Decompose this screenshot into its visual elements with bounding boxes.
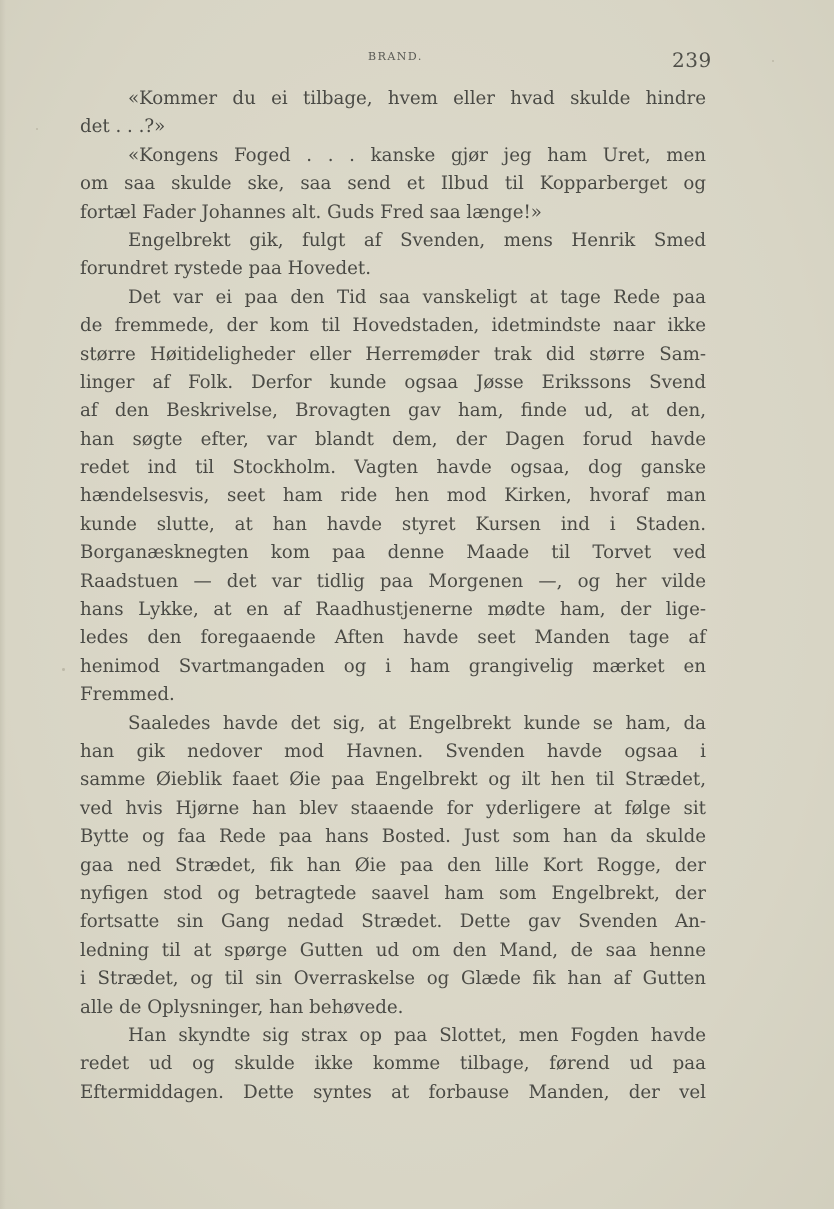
text-line: redet ind til Stockholm. Vagten havde ogsaa, dog ganske [80, 457, 706, 479]
text-line: ledes den foregaaende Aften havde seet Manden tage af [80, 627, 706, 649]
text-line: Det var ei paa den Tid saa vanskeligt at tage Rede paa [128, 286, 706, 308]
text-line: han gik nedover mod Havnen. Svenden havde ogsaa i [80, 740, 706, 762]
page-edge-shadow [0, 0, 6, 1209]
text-line: «Kongens Foged . . . kanske gjør jeg ham Uret, men [128, 144, 706, 166]
text-line: større Høitideligheder eller Herremøder trak did større Sam- [80, 343, 706, 365]
text-line: linger af Folk. Derfor kunde ogsaa Jøsse Erikssons Svend [80, 371, 706, 393]
text-line: Fremmed. [80, 684, 175, 706]
text-line: ved hvis Hjørne han blev staaende for yderligere at følge sit [80, 797, 706, 819]
running-head [0, 48, 834, 70]
text-line: kunde slutte, at han havde styret Kursen ind i Staden. [80, 513, 706, 535]
paper-speck [62, 668, 65, 671]
page-number: 239 [672, 48, 712, 72]
text-line: Borganæsknegten kom paa denne Maade til Torvet ved [80, 542, 706, 564]
text-line: hændelsesvis, seet ham ride hen mod Kirken, hvoraf man [80, 485, 706, 507]
text-line: i Strædet, og til sin Overraskelse og Glæde fik han af Gutten [80, 968, 706, 990]
body-text [80, 85, 706, 1107]
paper-speck [772, 60, 774, 62]
text-line: gaa ned Strædet, fik han Øie paa den lille Kort Rogge, der [80, 854, 706, 876]
text-line: nyfigen stod og betragtede saavel ham som Engelbrekt, der [80, 882, 706, 904]
paper-speck [36, 128, 38, 130]
text-line: Saaledes havde det sig, at Engelbrekt kunde se ham, da [128, 712, 706, 734]
text-line: henimod Svartmangaden og i ham grangivelig mærket en [80, 655, 706, 677]
text-line: Engelbrekt gik, fulgt af Svenden, mens Henrik Smed [128, 229, 706, 251]
text-line: redet ud og skulde ikke komme tilbage, førend ud paa [80, 1053, 706, 1075]
text-line: alle de Oplysninger, han behøvede. [80, 996, 404, 1018]
text-line: om saa skulde ske, saa send et Ilbud til Kopparberget og [80, 173, 706, 195]
text-line: af den Beskrivelse, Brovagten gav ham, finde ud, at den, [80, 400, 706, 422]
text-line: Raadstuen — det var tidlig paa Morgenen —, og her vilde [80, 570, 706, 592]
text-line: forundret rystede paa Hovedet. [80, 258, 372, 280]
text-line: Eftermiddagen. Dette syntes at forbause Manden, der vel [80, 1081, 706, 1103]
text-line: Han skyndte sig strax op paa Slottet, men Fogden havde [128, 1024, 706, 1046]
text-line: han søgte efter, var blandt dem, der Dagen forud havde [80, 428, 706, 450]
text-line: fortsatte sin Gang nedad Strædet. Dette gav Svenden An- [80, 911, 706, 933]
text-line: samme Øieblik faaet Øie paa Engelbrekt og ilt hen til Strædet, [80, 769, 706, 791]
text-line: ledning til at spørge Gutten ud om den Mand, de saa henne [80, 939, 706, 961]
running-head-title: BRAND. [368, 50, 423, 63]
text-line: Bytte og faa Rede paa hans Bosted. Just som han da skulde [80, 826, 706, 848]
text-line: det . . .?» [80, 116, 166, 138]
text-line: de fremmede, der kom til Hovedstaden, idetmindste naar ikke [80, 315, 706, 337]
text-line: «Kommer du ei tilbage, hvem eller hvad skulde hindre [128, 88, 706, 109]
text-line: fortæl Fader Johannes alt. Guds Fred saa længe!» [80, 201, 542, 223]
text-line: hans Lykke, at en af Raadhustjenerne mødte ham, der lige- [80, 599, 706, 621]
